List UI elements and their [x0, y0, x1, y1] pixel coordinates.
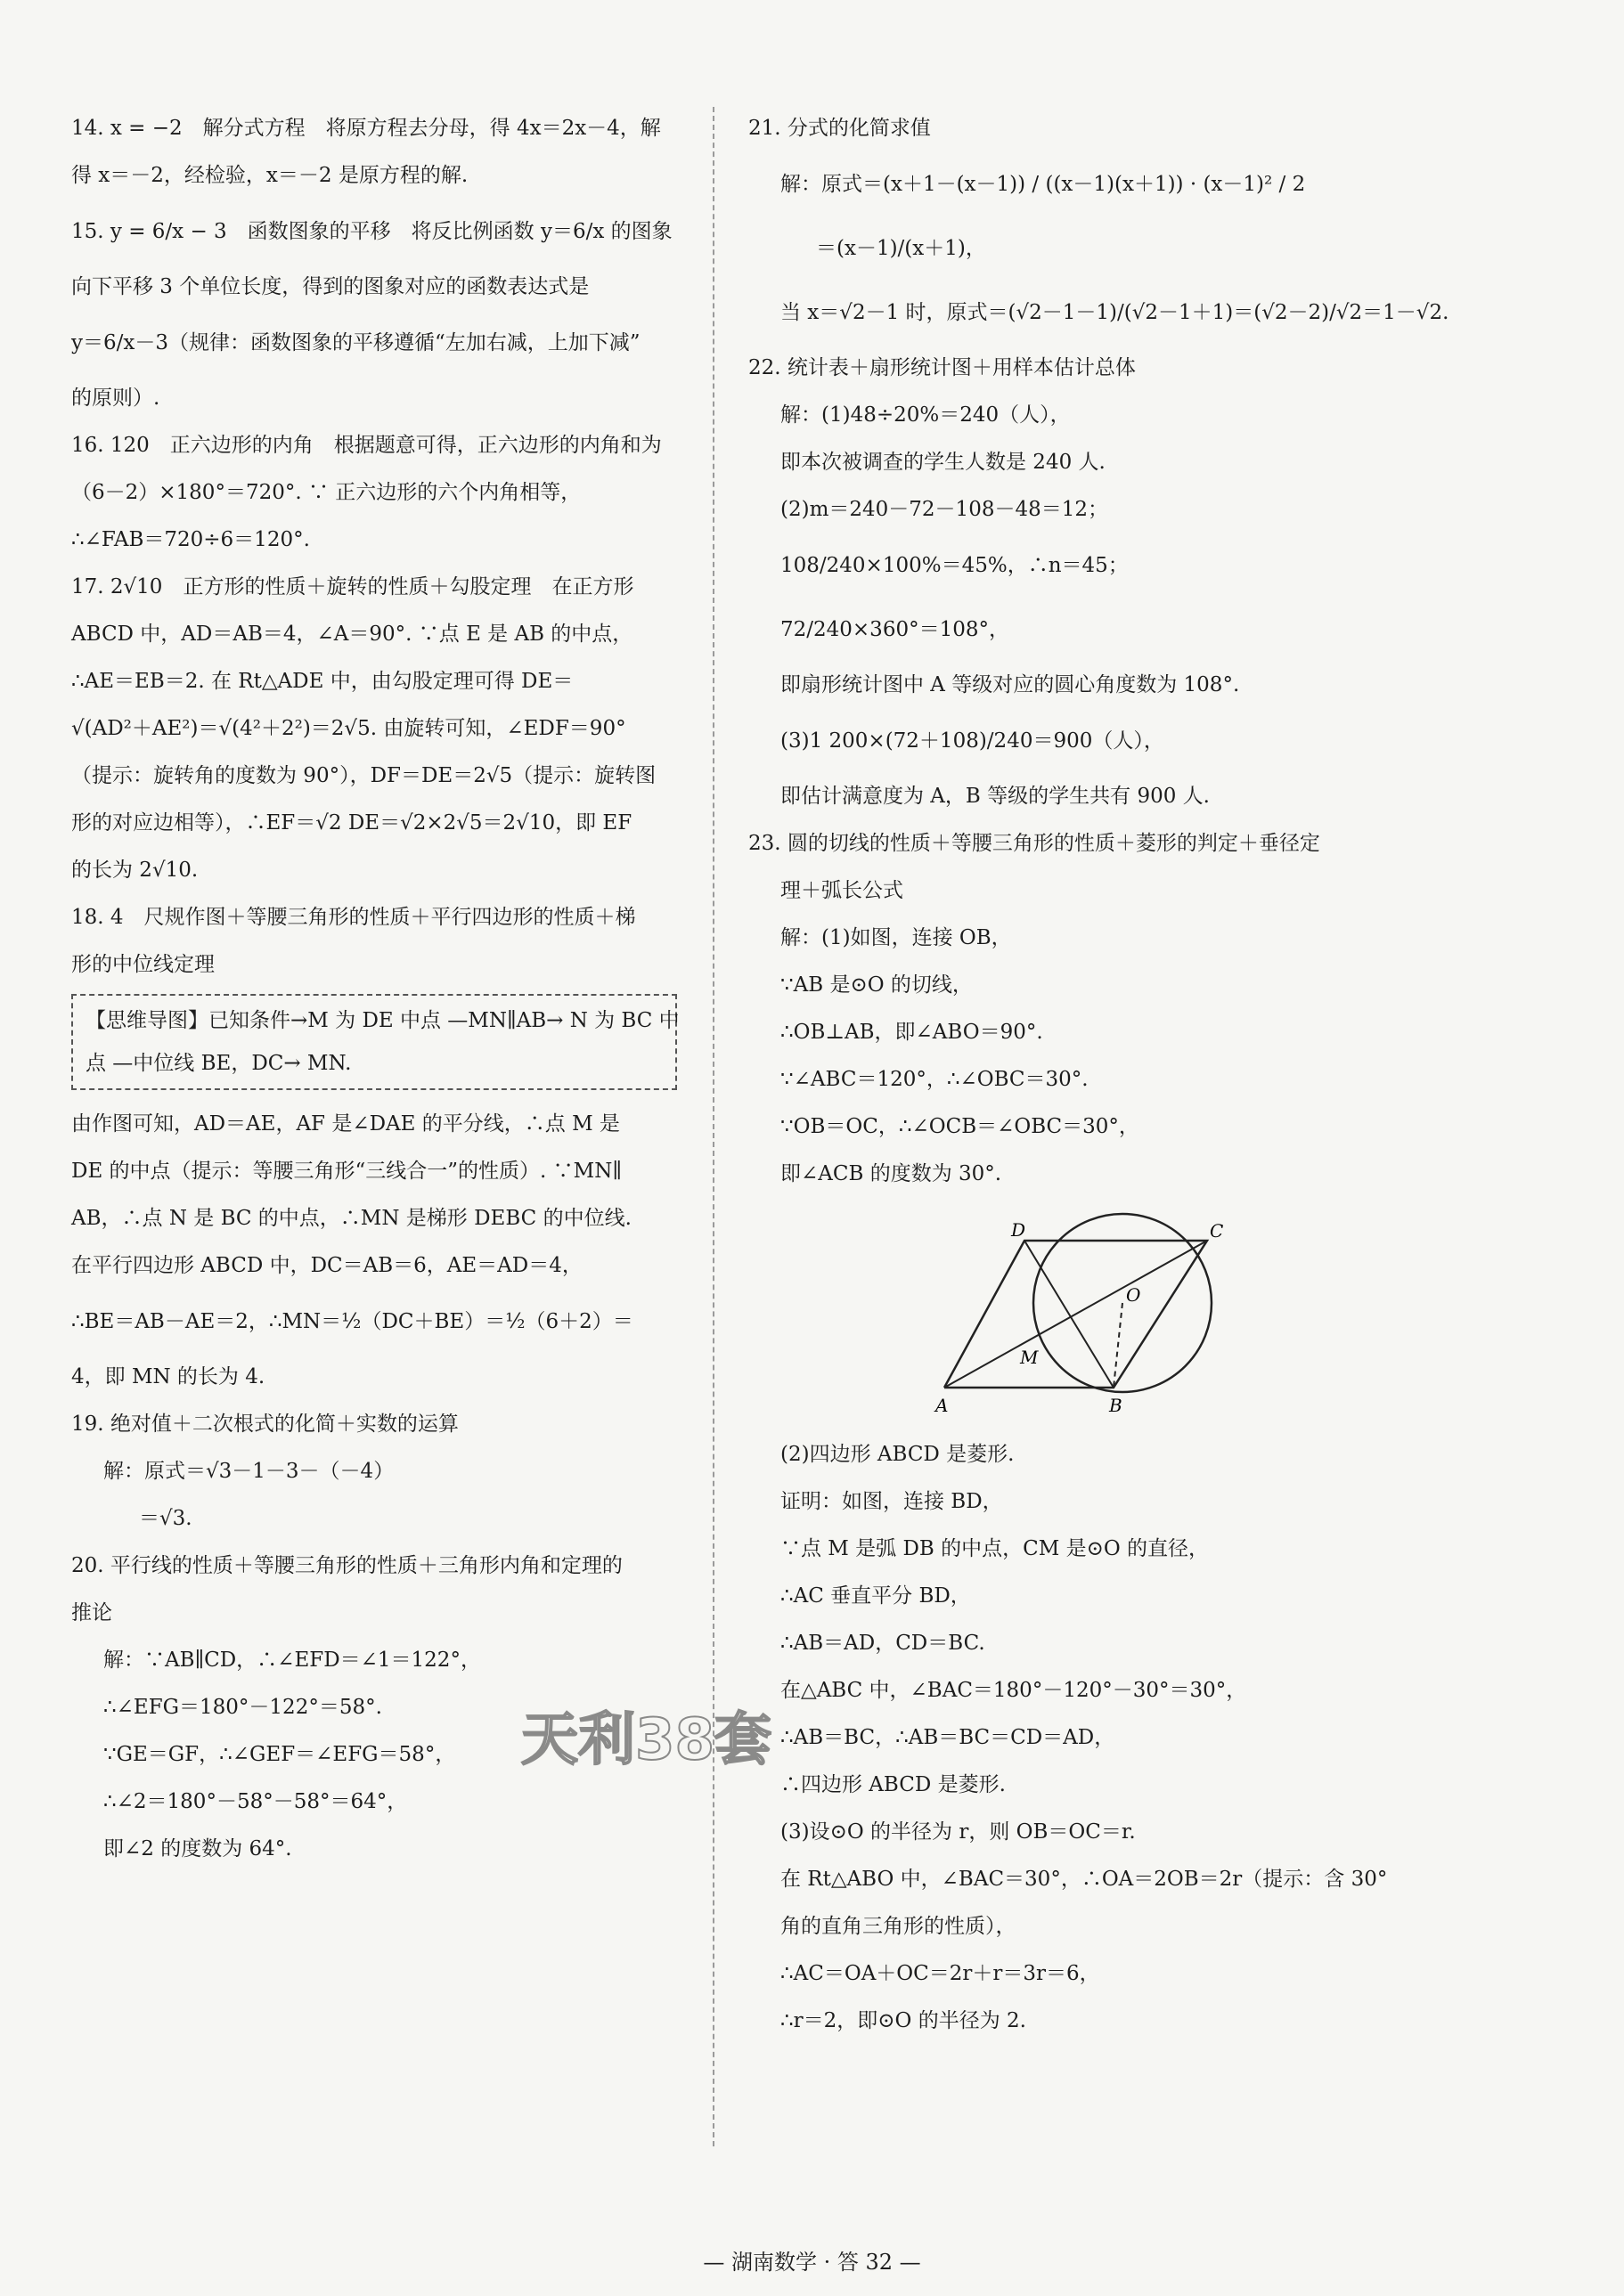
left2-line: ＝√3. — [139, 1507, 192, 1530]
left2-line: ∵GE＝GF，∴∠GEF＝∠EFG＝58°， — [103, 1743, 456, 1766]
tianli-38-watermark — [521, 1674, 877, 1808]
label-b: B — [1109, 1395, 1122, 1416]
right2-line: (2)四边形 ABCD 是菱形. — [780, 1443, 1015, 1466]
mind-map-line-2: 点 —中位线 BE，DC→ MN. — [86, 1052, 352, 1075]
right2-line: (3)设⊙O 的半径为 r，则 OB＝OC＝r. — [780, 1820, 1136, 1844]
left-line: ABCD 中，AD＝AB＝4，∠A＝90°. ∵点 E 是 AB 的中点， — [71, 623, 633, 646]
left-line: 18. 4 尺规作图＋等腰三角形的性质＋平行四边形的性质＋梯 — [71, 906, 636, 929]
left2-line: ∴BE＝AB－AE＝2，∴MN＝½（DC＋BE）＝½（6＋2）＝ — [71, 1310, 633, 1333]
left-line: 的长为 2√10. — [71, 859, 199, 882]
right-line: 21. 分式的化简求值 — [748, 117, 931, 140]
left-line: 的原则）. — [71, 387, 160, 410]
left-line: 17. 2√10 正方形的性质＋旋转的性质＋勾股定理 在正方形 — [71, 575, 634, 598]
right-line: 23. 圆的切线的性质＋等腰三角形的性质＋菱形的判定＋垂径定 — [748, 832, 1320, 855]
left2-line: 由作图可知，AD＝AE，AF 是∠DAE 的平分线，∴点 M 是 — [71, 1112, 620, 1136]
right2-line: ∴AC 垂直平分 BD， — [780, 1584, 971, 1608]
right2-line: ∴AB＝AD，CD＝BC. — [780, 1632, 985, 1655]
left2-line: 即∠2 的度数为 64°. — [103, 1837, 292, 1860]
right-line: 当 x＝√2－1 时，原式＝(√2－1－1)/(√2－1＋1)＝(√2－2)/√2＝1－√2. — [780, 301, 1449, 324]
right-line: 即估计满意度为 A，B 等级的学生共有 900 人. — [780, 785, 1210, 808]
right-line: ∴OB⊥AB，即∠ABO＝90°. — [780, 1021, 1043, 1044]
label-a: A — [935, 1395, 949, 1416]
left-line: （6－2）×180°＝720°. ∵ 正六边形的六个内角相等， — [71, 481, 582, 504]
label-o: O — [1126, 1284, 1141, 1306]
mind-map-line-1: 【思维导图】已知条件→M 为 DE 中点 —MN∥AB→ N 为 BC 中 — [86, 1009, 680, 1032]
left2-line: ∴∠2＝180°－58°－58°＝64°， — [103, 1790, 408, 1813]
right-line: ∵AB 是⊙O 的切线， — [780, 973, 973, 997]
right2-line: 在 Rt△ABO 中，∠BAC＝30°，∴OA＝2OB＝2r（提示：含 30° — [780, 1868, 1388, 1891]
left-line: （提示：旋转角的度数为 90°），DF＝DE＝2√5（提示：旋转图 — [71, 764, 657, 787]
right2-line: ∴AB＝BC，∴AB＝BC＝CD＝AD， — [780, 1726, 1115, 1749]
right-line: ∵∠ABC＝120°，∴∠OBC＝30°. — [780, 1068, 1089, 1091]
right2-line: 证明：如图，连接 BD， — [780, 1490, 1003, 1513]
right2-line: ∴r＝2，即⊙O 的半径为 2. — [780, 2009, 1026, 2032]
right2-line: 在△ABC 中，∠BAC＝180°－120°－30°＝30°， — [780, 1679, 1247, 1702]
left2-line: 在平行四边形 ABCD 中，DC＝AB＝6，AE＝AD＝4， — [71, 1254, 583, 1277]
column-divider — [713, 107, 714, 2146]
right-line: 解：(1)48÷20%＝240（人）， — [780, 403, 1071, 427]
left2-line: 4，即 MN 的长为 4. — [71, 1365, 265, 1388]
left2-line: 解：∵AB∥CD，∴∠EFD＝∠1＝122°， — [103, 1649, 481, 1672]
mind-map-box — [71, 994, 680, 1090]
right-line: 72/240×360°＝108°， — [780, 618, 1009, 641]
right-line: (3)1 200×(72＋108)/240＝900（人）， — [780, 729, 1164, 753]
right-line: 即扇形统计图中 A 等级对应的圆心角度数为 108°. — [780, 673, 1240, 696]
right-line: ＝(x－1)/(x＋1)， — [816, 237, 986, 260]
left2-line: 19. 绝对值＋二次根式的化简＋实数的运算 — [71, 1413, 459, 1436]
right-line: ∵OB＝OC，∴∠OCB＝∠OBC＝30°， — [780, 1115, 1139, 1138]
left-line: 形的对应边相等），∴EF＝√2 DE＝√2×2√5＝2√10，即 EF — [71, 811, 632, 835]
left-line: 16. 120 正六边形的内角 根据题意可得，正六边形的内角和为 — [71, 434, 662, 457]
circle-rhombus-figure — [935, 1205, 1224, 1419]
left-line: 14. x = −2 解分式方程 将原方程去分母，得 4x＝2x－4，解 — [71, 117, 661, 140]
right-line: 108/240×100%＝45%，∴n＝45； — [780, 554, 1129, 577]
left-line: ∴∠FAB＝720÷6＝120°. — [71, 528, 310, 551]
left-line: √(AD²＋AE²)＝√(4²＋2²)＝2√5. 由旋转可知，∠EDF＝90° — [71, 717, 626, 740]
page-footer: — 湖南数学 · 答 32 — — [703, 2250, 921, 2275]
right2-line: ∵点 M 是弧 DB 的中点，CM 是⊙O 的直径， — [780, 1537, 1210, 1560]
left2-line: 解：原式＝√3－1－3－（－4） — [103, 1460, 395, 1483]
left2-line: 20. 平行线的性质＋等腰三角形的性质＋三角形内角和定理的 — [71, 1554, 623, 1577]
left-line: 得 x＝－2，经检验，x＝－2 是原方程的解. — [71, 164, 469, 187]
right2-line: ∴四边形 ABCD 是菱形. — [780, 1773, 1006, 1796]
right-line: (2)m＝240－72－108－48＝12； — [780, 498, 1108, 521]
right-line: 即本次被调查的学生人数是 240 人. — [780, 451, 1106, 474]
left2-line: ∴∠EFG＝180°－122°＝58°. — [103, 1696, 382, 1719]
left2-line: AB，∴点 N 是 BC 的中点，∴MN 是梯形 DEBC 的中位线. — [71, 1207, 632, 1230]
left-line: 15. y = 6/x − 3 函数图象的平移 将反比例函数 y＝6/x 的图象 — [71, 220, 673, 243]
left-line: ∴AE＝EB＝2. 在 Rt△ADE 中，由勾股定理可得 DE＝ — [71, 670, 574, 693]
right-line: 理＋弧长公式 — [780, 879, 903, 902]
right2-line: 角的直角三角形的性质）， — [780, 1915, 1016, 1938]
left-column — [71, 105, 695, 1873]
right2-line: ∴AC＝OA＋OC＝2r＋r＝3r＝6， — [780, 1962, 1100, 1985]
left2-line: 推论 — [71, 1601, 112, 1624]
label-m: M — [1020, 1347, 1039, 1368]
label-d: D — [1011, 1219, 1026, 1241]
label-c: C — [1210, 1220, 1224, 1242]
watermark-text: 天利38套 — [521, 1707, 772, 1773]
left-line: 形的中位线定理 — [71, 953, 215, 976]
right-line: 即∠ACB 的度数为 30°. — [780, 1162, 1002, 1185]
right-line: 22. 统计表＋扇形统计图＋用样本估计总体 — [748, 356, 1136, 379]
right-line: 解：原式＝(x＋1－(x－1)) / ((x－1)(x＋1)) · (x－1)² / 2 — [780, 173, 1306, 196]
right-line: 解：(1)如图，连接 OB， — [780, 926, 1012, 949]
left-line: 向下平移 3 个单位长度，得到的图象对应的函数表达式是 — [71, 275, 590, 298]
left2-line: DE 的中点（提示：等腰三角形“三线合一”的性质）. ∵MN∥ — [71, 1160, 622, 1183]
left-line: y＝6/x－3（规律：函数图象的平移遵循“左加右减，上加下减” — [71, 331, 641, 354]
